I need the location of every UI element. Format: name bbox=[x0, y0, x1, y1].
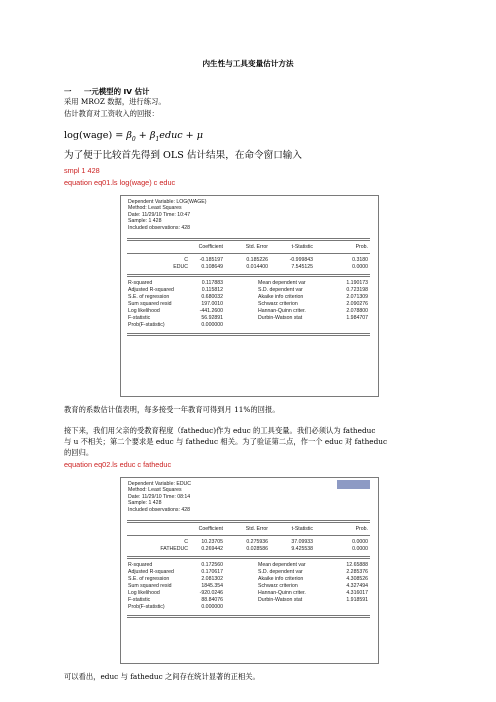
stat-row bbox=[121, 590, 378, 597]
stat-value: 2.071309 bbox=[346, 294, 368, 300]
col-t-statistic: t-Statistic bbox=[291, 244, 313, 250]
paragraph-iv-1: 接下来，我们用父亲的受教育程度（fatheduc)作为 educ 的工具变量。我们必须认为 fatheduc bbox=[64, 426, 376, 435]
formula-plus: + β bbox=[135, 130, 156, 141]
coef-prob: 0.3180 bbox=[352, 257, 368, 263]
stat-value: 0.172560 bbox=[201, 562, 223, 568]
stat-label: Mean dependent var bbox=[258, 280, 306, 286]
stat-value: 0.000000 bbox=[201, 604, 223, 610]
stat-value: 0.000000 bbox=[201, 322, 223, 328]
coef-name: FATHEDUC bbox=[160, 546, 188, 552]
stat-row bbox=[121, 562, 378, 569]
stat-label: Schwarz criterion bbox=[258, 583, 298, 589]
formula-rest: educ + μ bbox=[159, 130, 204, 141]
paragraph-intro: 采用 MROZ 数据，进行练习。 bbox=[64, 97, 166, 106]
stat-value: 0.170617 bbox=[201, 569, 223, 575]
stat-value: 4.308526 bbox=[346, 576, 368, 582]
stat-value: 56.92891 bbox=[201, 315, 223, 321]
paragraph-conclusion: 可以看出，educ 与 fatheduc 之间存在统计显著的正相关。 bbox=[64, 672, 260, 681]
header-line: Method: Least Squares bbox=[128, 205, 182, 212]
stat-value: 2.081302 bbox=[201, 576, 223, 582]
col-prob: Prob. bbox=[355, 526, 368, 532]
command-smpl: smpl 1 428 bbox=[64, 166, 100, 175]
stat-value: -920.0246 bbox=[199, 590, 223, 596]
coef-t-stat: -0.999843 bbox=[289, 257, 313, 263]
stat-value: 0.723198 bbox=[346, 287, 368, 293]
paragraph-estimate: 估计教育对工资收入的回报： bbox=[64, 109, 159, 118]
stat-value: 2.285376 bbox=[346, 569, 368, 575]
col-t-statistic: t-Statistic bbox=[291, 526, 313, 532]
stat-label: Adjusted R-squared bbox=[128, 287, 174, 293]
command-eq01: equation eq01.ls log(wage) c educ bbox=[64, 178, 176, 187]
header-line: Date: 11/29/10 Time: 10:47 bbox=[128, 211, 191, 218]
stat-label: S.D. dependent var bbox=[258, 287, 303, 293]
col-coefficient: Coefficient bbox=[198, 526, 223, 532]
stat-row bbox=[121, 308, 378, 315]
coef-row bbox=[121, 546, 378, 553]
stat-value: 4.327494 bbox=[346, 583, 368, 589]
coef-t-stat: 9.425538 bbox=[291, 546, 313, 552]
coef-row bbox=[121, 264, 378, 271]
header-line: Dependent Variable: LOG(WAGE) bbox=[128, 199, 207, 205]
coef-name: C bbox=[184, 257, 188, 263]
stat-row bbox=[121, 583, 378, 590]
coef-value: 0.269442 bbox=[201, 546, 223, 552]
eviews-output-eq01 bbox=[120, 195, 379, 397]
formula-sub0: 0 bbox=[131, 135, 136, 143]
stat-label: Adjusted R-squared bbox=[128, 569, 174, 575]
stat-label: Akaike info criterion bbox=[258, 576, 304, 582]
coef-t-stat: 37.09933 bbox=[291, 539, 313, 545]
formula-eq: = β bbox=[112, 130, 132, 141]
stat-label: Akaike info criterion bbox=[258, 294, 304, 300]
stat-value: 1.918591 bbox=[346, 597, 368, 603]
stat-label: Durbin-Watson stat bbox=[258, 315, 303, 321]
stat-label: Log likelihood bbox=[128, 308, 160, 314]
stat-value: 197.0010 bbox=[201, 301, 223, 307]
paragraph-iv-2: 与 u 不相关；第二个要求是 educ 与 fatheduc 相关。为了验证第二点，作一个 educ 对 fatheduc bbox=[64, 437, 388, 446]
header-line: Sample: 1 428 bbox=[128, 218, 162, 225]
formula-lhs: log(wage) bbox=[64, 130, 113, 141]
stat-label: Sum squared resid bbox=[128, 583, 172, 589]
col-std-error: Std. Error bbox=[245, 244, 268, 250]
coef-prob: 0.0000 bbox=[352, 539, 368, 545]
header-line: Included observations: 428 bbox=[128, 506, 191, 513]
stat-label: S.E. of regression bbox=[128, 294, 170, 300]
stat-label: Log likelihood bbox=[128, 590, 160, 596]
header-line: Sample: 1 428 bbox=[128, 500, 162, 507]
formula-sub1: 1 bbox=[155, 135, 160, 143]
stat-label: Hannan-Quinn criter. bbox=[258, 590, 306, 596]
stat-row bbox=[121, 294, 378, 301]
coef-name: C bbox=[184, 539, 188, 545]
coef-value: 0.108649 bbox=[201, 264, 223, 270]
stat-label: Prob(F-statistic) bbox=[128, 322, 165, 328]
coef-value: 10.23705 bbox=[201, 539, 223, 545]
stat-value: -441.2600 bbox=[199, 308, 223, 314]
coef-prob: 0.0000 bbox=[352, 264, 368, 270]
coef-value: -0.185197 bbox=[199, 257, 223, 263]
stat-value: 12.65888 bbox=[346, 562, 368, 568]
paragraph-ols: 为了便于比较首先得到 OLS 估计结果，在命令窗口输入 bbox=[64, 150, 302, 161]
header-line: Dependent Variable: EDUC bbox=[128, 481, 192, 487]
header-line: Method: Least Squares bbox=[128, 487, 182, 494]
stat-value: 0.117883 bbox=[201, 280, 223, 286]
stat-label: Hannan-Quinn criter. bbox=[258, 308, 306, 314]
header-line: Date: 11/29/10 Time: 08:14 bbox=[128, 493, 191, 500]
stat-label: F-statistic bbox=[128, 315, 151, 321]
stat-label: Prob(F-statistic) bbox=[128, 604, 165, 610]
selection-highlight bbox=[337, 480, 370, 489]
stat-label: Schwarz criterion bbox=[258, 301, 298, 307]
stat-label: S.E. of regression bbox=[128, 576, 170, 582]
paragraph-return: 教育的系数估计值表明，每多接受一年教育可得到月 11%的回报。 bbox=[64, 405, 280, 414]
stat-value: 1845.354 bbox=[201, 583, 223, 589]
stat-value: 2.078800 bbox=[346, 308, 368, 314]
regression-formula bbox=[64, 130, 203, 143]
page-title: 内生性与工具变量估计方法 bbox=[202, 59, 294, 68]
coef-std-error: 0.028586 bbox=[246, 546, 268, 552]
col-std-error: Std. Error bbox=[245, 526, 268, 532]
stat-value: 0.115812 bbox=[201, 287, 223, 293]
stat-value: 88.84076 bbox=[201, 597, 223, 603]
stat-label: S.D. dependent var bbox=[258, 569, 303, 575]
coef-std-error: 0.275936 bbox=[246, 539, 268, 545]
stat-value: 4.316017 bbox=[346, 590, 368, 596]
coef-std-error: 0.014400 bbox=[246, 264, 268, 270]
stat-row bbox=[121, 315, 378, 322]
coef-prob: 0.0000 bbox=[352, 546, 368, 552]
coef-row bbox=[121, 257, 378, 264]
stat-label: R-squared bbox=[128, 562, 153, 568]
stat-label: F-statistic bbox=[128, 597, 151, 603]
stat-row bbox=[121, 597, 378, 604]
eviews-output-eq02 bbox=[120, 477, 379, 664]
coef-t-stat: 7.545125 bbox=[291, 264, 313, 270]
stat-row bbox=[121, 576, 378, 583]
stat-label: Mean dependent var bbox=[258, 562, 306, 568]
stat-row bbox=[121, 322, 378, 329]
stat-row bbox=[121, 280, 378, 287]
section-number: 一 bbox=[64, 87, 72, 96]
stat-label: Durbin-Watson stat bbox=[258, 597, 303, 603]
paragraph-iv-3: 的回归。 bbox=[64, 448, 94, 457]
coef-name: EDUC bbox=[173, 264, 188, 270]
stat-label: Sum squared resid bbox=[128, 301, 172, 307]
column-headers bbox=[121, 526, 378, 533]
stat-value: 2.090276 bbox=[346, 301, 368, 307]
stat-row bbox=[121, 301, 378, 308]
col-coefficient: Coefficient bbox=[198, 244, 223, 250]
stat-row bbox=[121, 604, 378, 611]
command-eq02: equation eq02.ls educ c fatheduc bbox=[64, 460, 172, 469]
stat-row bbox=[121, 287, 378, 294]
coef-std-error: 0.185226 bbox=[246, 257, 268, 263]
section-title: 一元模型的 IV 估计 bbox=[84, 87, 150, 96]
stat-value: 1.190173 bbox=[346, 280, 368, 286]
col-prob: Prob. bbox=[355, 244, 368, 250]
stat-row bbox=[121, 569, 378, 576]
stat-value: 1.984707 bbox=[346, 315, 368, 321]
stat-value: 0.680032 bbox=[201, 294, 223, 300]
header-line: Included observations: 428 bbox=[128, 224, 191, 231]
stat-label: R-squared bbox=[128, 280, 153, 286]
coef-row bbox=[121, 539, 378, 546]
column-headers bbox=[121, 244, 378, 251]
